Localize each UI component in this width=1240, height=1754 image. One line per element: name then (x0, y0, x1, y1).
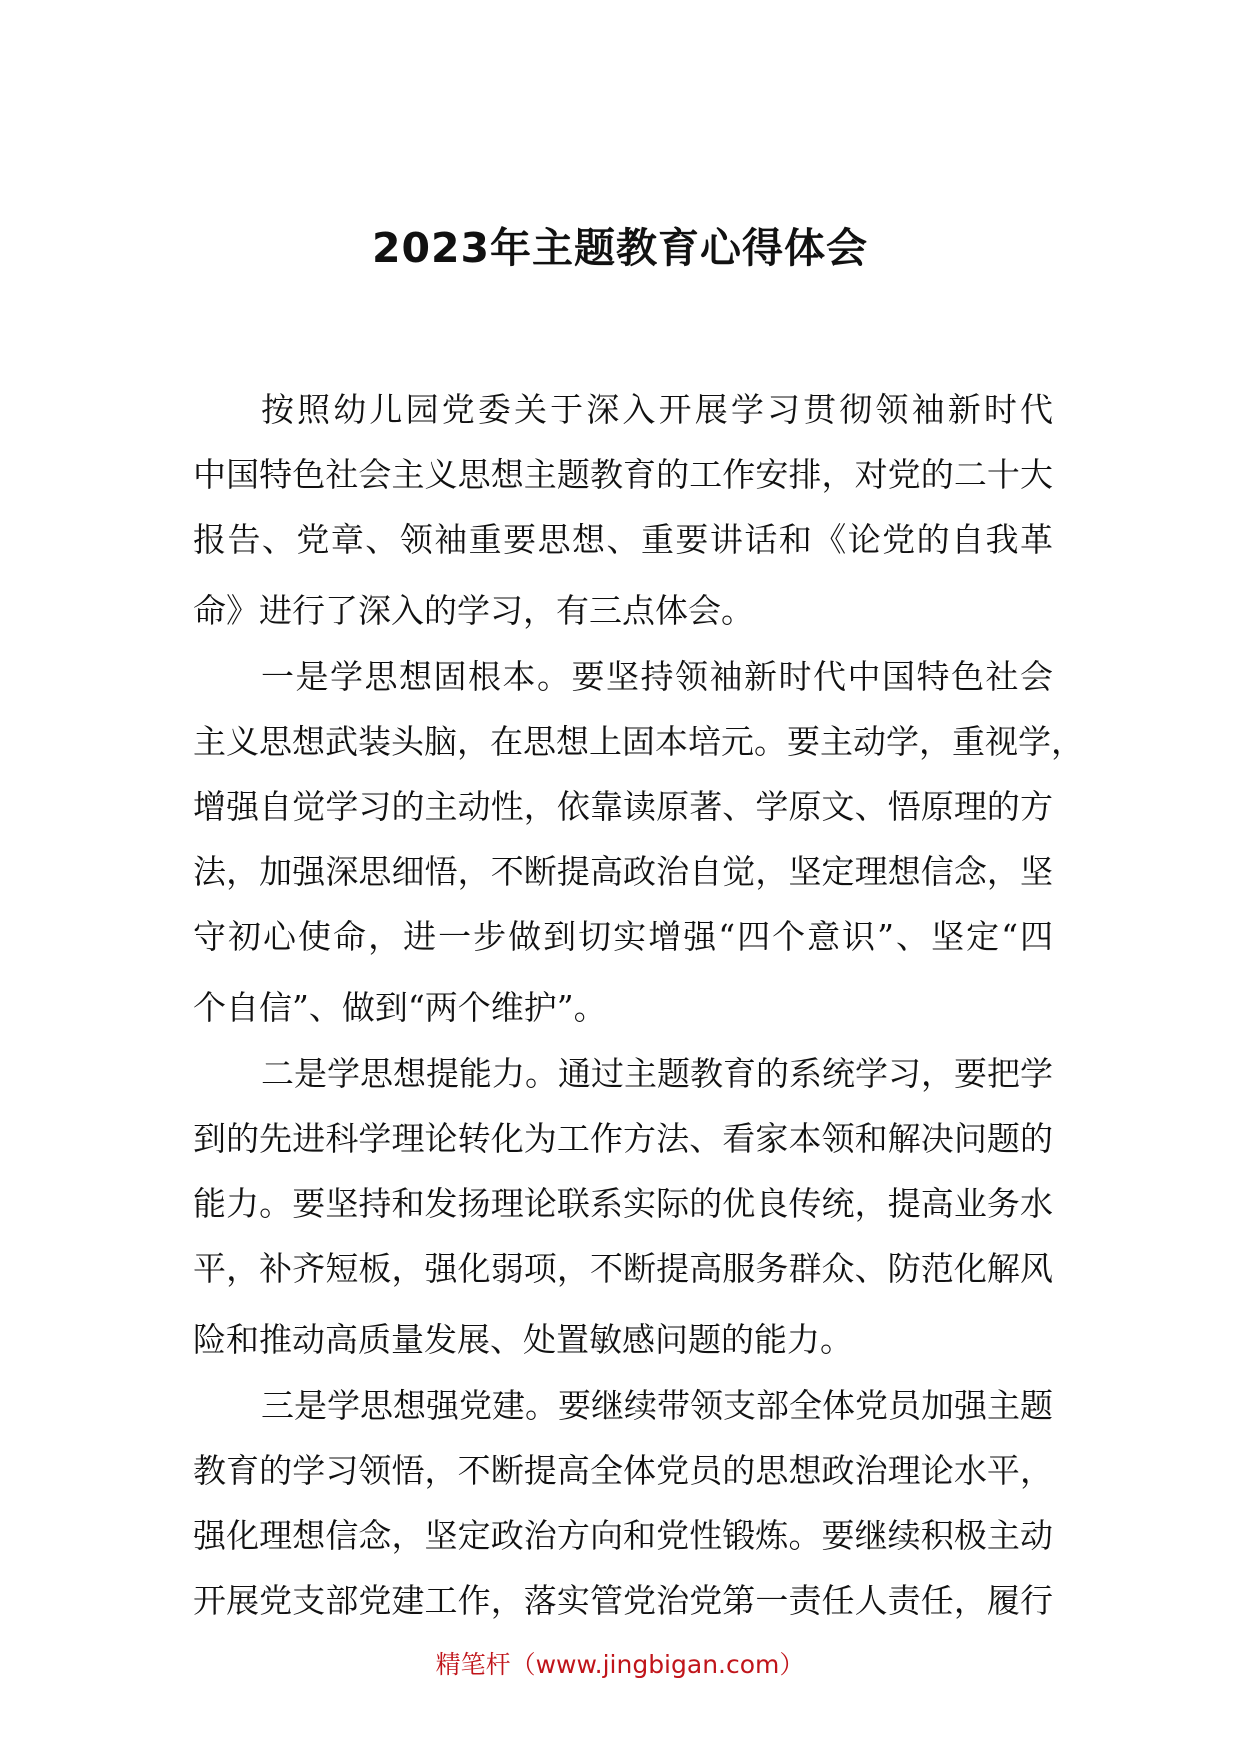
document-title: 2023年主题教育心得体会 (371, 224, 869, 272)
paragraph-2-line-4: 法，加强深思细悟，不断提高政治自觉，坚定理想信念，坚 (193, 852, 1053, 891)
paragraph-2-line-3: 增强自觉学习的主动性，依靠读原著、学原文、悟原理的方 (193, 787, 1053, 826)
paragraph-2-line-5: 守初心使命，进一步做到切实增强“四个意识”、坚定“四 (193, 917, 1053, 956)
paragraph-2-line-1: 一是学思想固根本。要坚持领袖新时代中国特色社会 (261, 657, 1053, 696)
paragraph-4-line-2: 教育的学习领悟，不断提高全体党员的思想政治理论水平， (193, 1451, 1053, 1490)
paragraph-1-line-3: 报告、党章、领袖重要思想、重要讲话和《论党的自我革 (193, 520, 1053, 559)
paragraph-4-line-3: 强化理想信念，坚定政治方向和党性锻炼。要继续积极主动 (193, 1516, 1053, 1555)
paragraph-2-line-6: 个自信”、做到“两个维护”。 (193, 988, 607, 1027)
paragraph-3-line-2: 到的先进科学理论转化为工作方法、看家本领和解决问题的 (193, 1119, 1053, 1158)
paragraph-3-line-4: 平，补齐短板，强化弱项，不断提高服务群众、防范化解风 (193, 1249, 1053, 1288)
paragraph-2-line-2: 主义思想武装头脑，在思想上固本培元。要主动学，重视学， (193, 722, 1084, 761)
paragraph-4-line-1: 三是学思想强党建。要继续带领支部全体党员加强主题 (261, 1386, 1053, 1425)
footer-watermark: 精笔杆（www.jingbigan.com） (435, 1650, 805, 1679)
paragraph-1-line-4: 命》进行了深入的学习，有三点体会。 (193, 591, 754, 630)
paragraph-1-line-1: 按照幼儿园党委关于深入开展学习贯彻领袖新时代 (261, 390, 1053, 429)
paragraph-3-line-5: 险和推动高质量发展、处置敏感问题的能力。 (193, 1320, 853, 1359)
paragraph-1-line-2: 中国特色社会主义思想主题教育的工作安排，对党的二十大 (193, 455, 1053, 494)
paragraph-3-line-1: 二是学思想提能力。通过主题教育的系统学习，要把学 (261, 1054, 1053, 1093)
paragraph-3-line-3: 能力。要坚持和发扬理论联系实际的优良传统，提高业务水 (193, 1184, 1053, 1223)
paragraph-4-line-4: 开展党支部党建工作，落实管党治党第一责任人责任，履行 (193, 1581, 1053, 1620)
